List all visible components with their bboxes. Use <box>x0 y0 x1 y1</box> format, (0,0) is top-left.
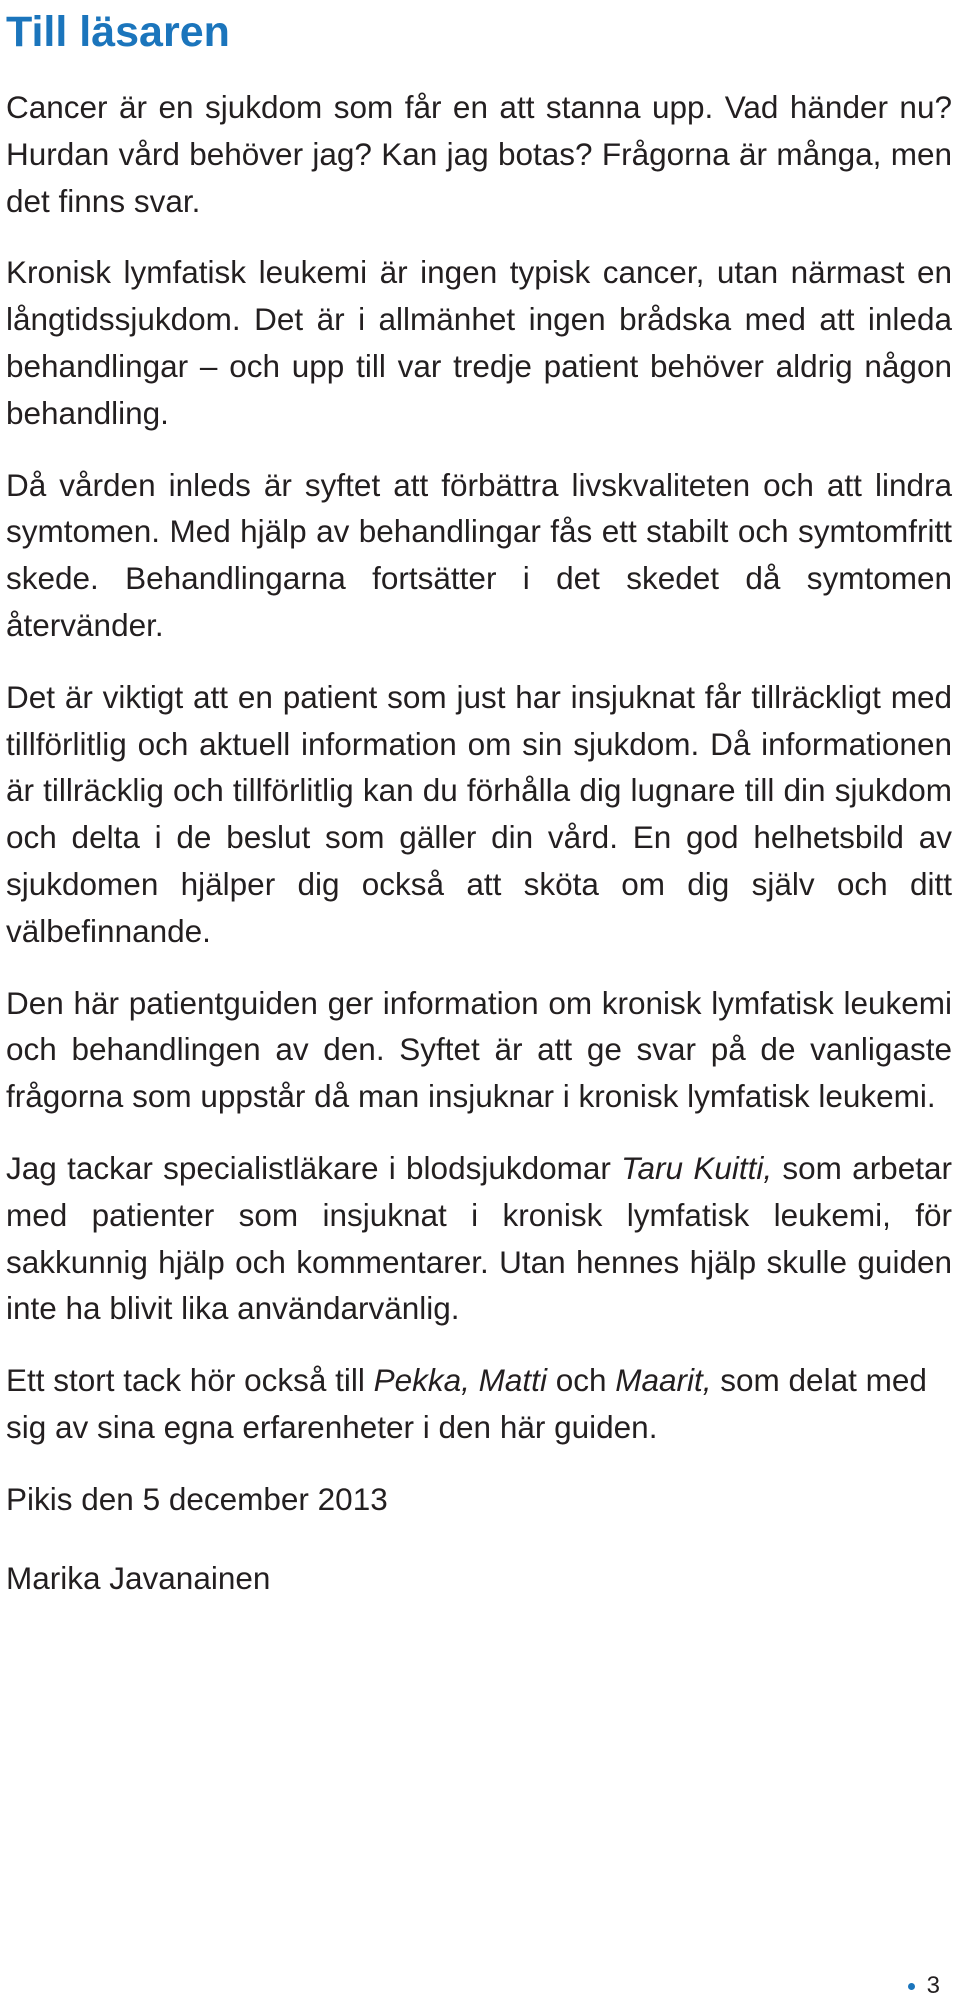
paragraph-thanks-doctor <box>6 1145 952 1332</box>
paragraph-treatment-goal: Då vården inleds är syftet att förbättra livskvaliteten och att lindra symtomen. Med hjälp av behandlingar fås ett stabilt och symtomfritt skede. Behandlingarna fortsätter i det skedet då symtomen återvänder. <box>6 466 952 643</box>
thanks-doctor-text-start: Jag tackar specialistläkare i blodsjukdomar <box>6 1149 622 1186</box>
page <box>6 0 952 1626</box>
thanks-patients-text-end: som delat med sig av sina egna erfarenheter i den här guiden. <box>6 1362 927 1445</box>
paragraph-guide-purpose: Den här patientguiden ger information om kronisk lymfatisk leukemi och behandlingen av den. Syftet är att ge svar på de vanligaste frågorna som uppstår då man insjuknar i kronisk lymfatisk leukemi. <box>6 984 952 1115</box>
paragraph-intro: Cancer är en sjukdom som får en att stanna upp. Vad händer nu? Hurdan vård behöver jag? Kan jag botas? Frågorna är många, men det finns svar. <box>6 89 952 219</box>
bullet-dot-icon <box>908 1983 915 1990</box>
paragraph-thanks-patients <box>6 1357 952 1451</box>
date-line: Pikis den 5 december 2013 <box>6 1480 388 1517</box>
page-number-value: 3 <box>926 1972 940 1999</box>
thanks-patients-and: och <box>546 1362 616 1399</box>
body-text <box>6 84 952 1601</box>
doctor-name: Taru Kuitti, <box>621 1149 773 1186</box>
patient-names-2: Maarit, <box>615 1362 712 1399</box>
thanks-doctor-text-end: som arbetar med patienter som insjuknat i kronisk lymfatisk leukemi, för sakkunnig hjälp och kommentarer. Utan hennes hjälp skulle guiden inte ha blivit lika användarvänlig. <box>6 1149 952 1327</box>
page-number <box>908 1972 940 2000</box>
page-title: Till läsaren <box>6 8 230 56</box>
patient-names-1: Pekka, Matti <box>373 1362 547 1399</box>
paragraph-information-importance: Det är viktigt att en patient som just har insjuknat får tillräckligt med tillförlitlig och aktuell information om sin sjukdom. Då informationen är tillräcklig och tillförlitlig kan du förhålla dig lugnare till din sjukdom och delta i de beslut som gäller din vård. En god helhetsbild av sjukdomen hjälper dig också att sköta om dig själv och ditt välbefinnande. <box>6 678 952 949</box>
signature: Marika Javanainen <box>6 1559 271 1596</box>
paragraph-disease-nature: Kronisk lymfatisk leukemi är ingen typisk cancer, utan närmast en långtidssjukdom. Det är i allmänhet ingen brådska med att inleda behandlingar – och upp till var tredje patient behöver aldrig någon behandling. <box>6 254 952 431</box>
thanks-patients-text-start: Ett stort tack hör också till <box>6 1362 374 1399</box>
